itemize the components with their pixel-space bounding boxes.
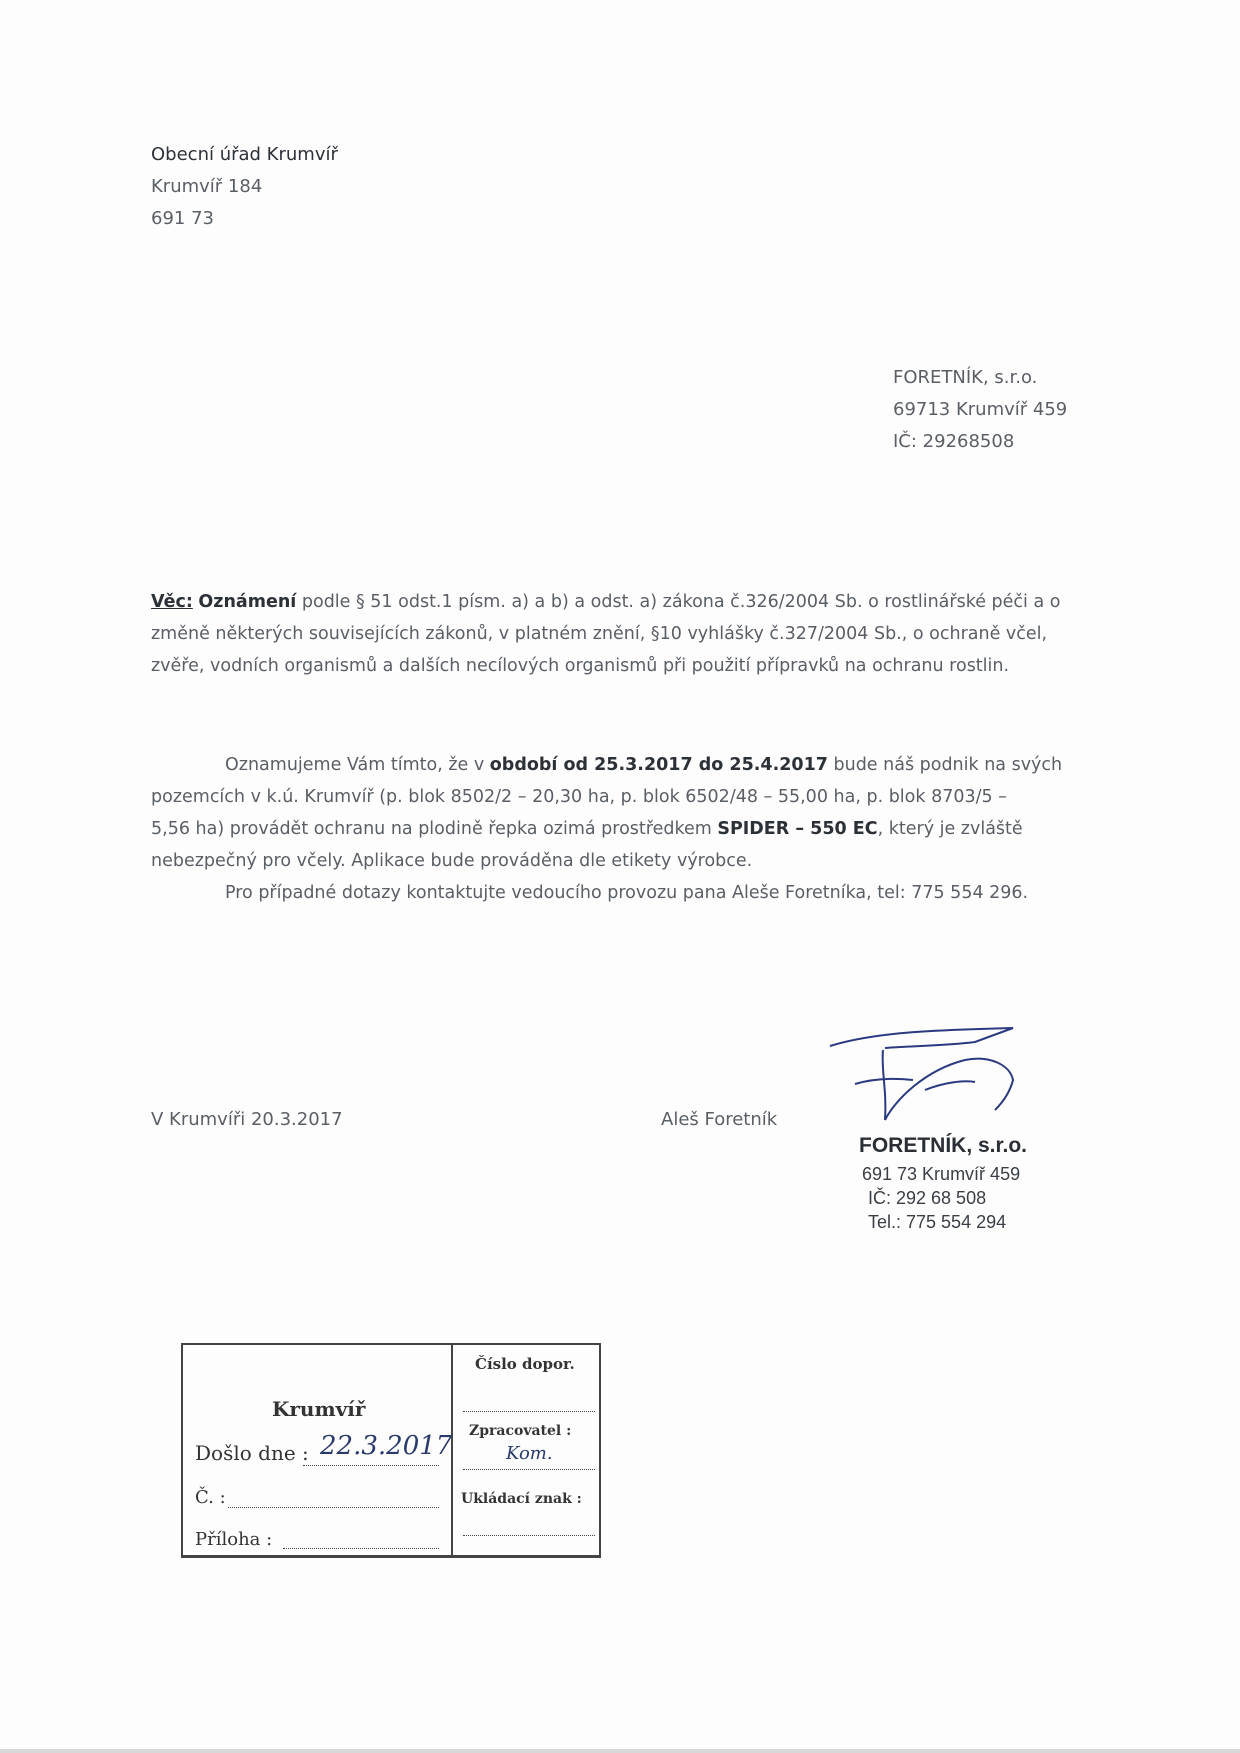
sender-address: 69713 Krumvíř 459 (893, 399, 1068, 420)
signer-name: Aleš Foretník (661, 1109, 778, 1130)
stamp-attachment-label: Příloha : (195, 1529, 273, 1550)
notice-period: období od 25.3.2017 do 25.4.2017 (489, 755, 828, 775)
company-stamp-ico: IČ: 292 68 508 (868, 1188, 987, 1208)
scan-edge (0, 1749, 1240, 1753)
signature (825, 1020, 1025, 1130)
receipt-stamp (181, 1343, 601, 1558)
subject-line-3: zvěře, vodních organismů a dalších necílových organismů při použití přípravků na ochranu rostlin. (151, 656, 1010, 676)
body-line-3-start: 5,56 ha) provádět ochranu na plodině řepka ozimá prostředkem (151, 819, 718, 839)
place-date: V Krumvíři 20.3.2017 (151, 1109, 343, 1130)
body-line-2: pozemcích v k.ú. Krumvíř (p. blok 8502/2 – 20,30 ha, p. blok 6502/48 – 55,00 ha, p. blok 8703/5 – (151, 787, 1007, 807)
product-name: SPIDER – 550 EC (717, 819, 878, 839)
body-line-1-start: Oznamujeme Vám tímto, že v (225, 755, 490, 775)
body-line-3-end: , který je zvláště (877, 819, 1023, 839)
stamp-received-date: 22.3.2017 (320, 1431, 453, 1461)
stamp-storage-mark-dots (463, 1535, 595, 1536)
recipient-name: Obecní úřad Krumvíř (151, 144, 338, 165)
stamp-processed-by-dots (463, 1469, 595, 1470)
subject-title: Oznámení (198, 592, 297, 612)
stamp-storage-mark-label: Ukládací znak : (461, 1491, 582, 1507)
stamp-number-dots (228, 1507, 439, 1508)
subject-line-1 (151, 591, 1060, 613)
stamp-received-dots (303, 1465, 439, 1466)
stamp-number-label: Č. : (195, 1487, 226, 1508)
company-stamp-tel: Tel.: 775 554 294 (868, 1212, 1007, 1232)
recipient-street: Krumvíř 184 (151, 176, 263, 197)
sender-name: FORETNÍK, s.r.o. (893, 367, 1038, 388)
body-contact: Pro případné dotazy kontaktujte vedoucího provozu pana Aleše Foretníka, tel: 775 554 296. (225, 883, 1029, 903)
subject-label: Věc: (151, 592, 193, 612)
stamp-received-label: Došlo dne : (195, 1441, 309, 1465)
recipient-zip: 691 73 (151, 208, 214, 229)
company-stamp-address: 691 73 Krumvíř 459 (862, 1164, 1021, 1184)
body-line-1 (225, 754, 1062, 776)
subject-line-1-rest: podle § 51 odst.1 písm. a) a b) a odst. a) zákona č.326/2004 Sb. o rostlinářské péči a o (301, 592, 1061, 612)
stamp-office: Krumvíř (272, 1397, 366, 1421)
stamp-ref-number-dots (463, 1411, 595, 1412)
body-line-4: nebezpečný pro včely. Aplikace bude prováděna dle etikety výrobce. (151, 851, 753, 871)
body-line-1-end: bude náš podnik na svých (827, 755, 1063, 775)
stamp-processed-by-value: Kom. (506, 1443, 553, 1464)
subject-line-2: změně některých souvisejících zákonů, v platném znění, §10 vyhlášky č.327/2004 Sb., o ochraně včel, (151, 624, 1048, 644)
company-stamp-name: FORETNÍK, s.r.o. (859, 1134, 1028, 1157)
sender-ico: IČ: 29268508 (893, 431, 1015, 452)
stamp-ref-number-label: Číslo dopor. (475, 1355, 575, 1373)
stamp-processed-by-label: Zpracovatel : (469, 1423, 572, 1439)
stamp-attachment-dots (283, 1548, 439, 1549)
body-line-3 (151, 818, 1023, 840)
